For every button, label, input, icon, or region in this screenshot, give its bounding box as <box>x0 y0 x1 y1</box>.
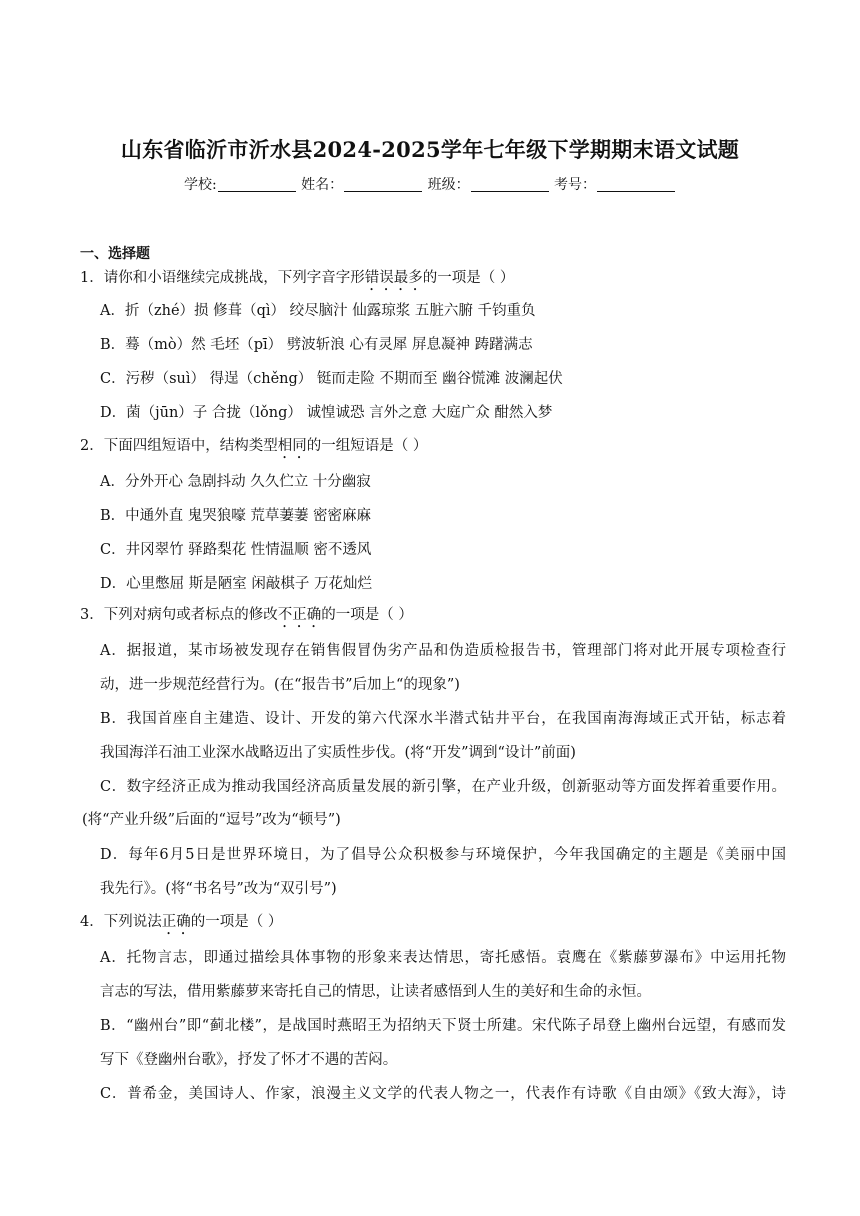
question-2-stem-end: 的一组短语是（ ） <box>306 438 428 454</box>
question-1-stem-end: 的一项是（ ） <box>422 270 515 286</box>
question-3-option-d-line-2[interactable]: 我先行》。(将“书名号”改为“双引号”) <box>100 881 337 897</box>
exam-number-blank[interactable] <box>597 177 675 192</box>
question-4-option-b-line-1[interactable]: B．“幽州台”即“蓟北楼”，是战国时燕昭王为招纳天下贤士所建。宋代陈子昂登上幽州台远望，有感而发 <box>100 1018 786 1034</box>
question-3-option-b-line-1[interactable]: B．我国首座自主建造、设计、开发的第六代深水半潜式钻井平台，在我国南海海域正式开钻，标志着 <box>100 711 786 727</box>
question-1-option-d[interactable]: D．菌（jūn）子 合拢（lǒng） 诚惶诚恐 言外之意 大庭广众 酣然入梦 <box>100 405 553 421</box>
question-2-option-c[interactable]: C．井冈翠竹 驿路梨花 性情温顺 密不透风 <box>100 542 372 558</box>
question-4-option-a-line-2[interactable]: 言志的写法，借用紫藤萝来寄托自己的情思，让读者感悟到人生的美好和生命的永恒。 <box>100 984 651 1000</box>
question-1-stem-text: 1．请你和小语继续完成挑战，下列字音字形 <box>80 270 365 286</box>
question-3-stem <box>80 605 413 631</box>
question-1-option-a[interactable]: A．折（zhé）损 修葺（qì） 绞尽脑汁 仙露琼浆 五脏六腑 千钧重负 <box>100 303 536 319</box>
question-2-option-a[interactable]: A．分外开心 急剧抖动 久久伫立 十分幽寂 <box>100 474 371 490</box>
class-blank[interactable] <box>471 177 549 192</box>
question-4-stem <box>80 912 282 938</box>
question-3-emphasis: 不正确 <box>277 607 322 623</box>
name-blank[interactable] <box>344 177 422 192</box>
question-1-option-c[interactable]: C．污秽（suì） 得逞（chěng） 铤而走险 不期而至 幽谷慌滩 波澜起伏 <box>100 371 563 387</box>
question-4-option-b-line-2[interactable]: 写下《登幽州台歌》，抒发了怀才不遇的苦闷。 <box>100 1052 398 1068</box>
question-3-option-d-line-1[interactable]: D．每年6月5日是世界环境日，为了倡导公众积极参与环境保护，今年我国确定的主题是《美丽中国 <box>100 847 786 863</box>
name-label: 姓名： <box>301 177 344 193</box>
question-3-stem-end: 的一项是（ ） <box>321 607 413 623</box>
question-4-emphasis: 正确 <box>161 914 191 930</box>
question-1-emphasis: 错误最多 <box>364 270 423 286</box>
question-4-option-a-line-1[interactable]: A．托物言志，即通过描绘具体事物的形象来表达情思，寄托感悟。袁鹰在《紫藤萝瀑布》中运用托物 <box>100 950 786 966</box>
question-3-stem-text: 3．下列对病句或者标点的修改 <box>80 607 278 623</box>
question-2-option-d[interactable]: D．心里憋屈 斯是陋室 闲敲棋子 万花灿烂 <box>100 576 372 592</box>
school-blank[interactable] <box>218 177 296 192</box>
question-3-option-c-line-1[interactable]: C．数字经济正成为推动我国经济高质量发展的新引擎，在产业升级，创新驱动等方面发挥着重要作用。 <box>100 779 786 795</box>
question-3-option-a-line-1[interactable]: A．据报道，某市场被发现存在销售假冒伪劣产品和伪造质检报告书，管理部门将对此开展专项检查行 <box>100 643 786 659</box>
exam-number-label: 考号： <box>554 177 597 193</box>
exam-title: 山东省临沂市沂水县2024-2025学年七年级下学期期末语文试题 <box>120 137 740 162</box>
school-label: 学校: <box>183 177 217 193</box>
question-2-stem-text: 2．下面四组短语中，结构类型 <box>80 438 278 454</box>
question-2-stem <box>80 436 427 462</box>
question-2-emphasis: 相同 <box>277 438 307 454</box>
question-1-option-b[interactable]: B．蓦（mò）然 毛坯（pī） 劈波斩浪 心有灵犀 屏息凝神 踌躇满志 <box>100 337 533 353</box>
question-1-stem <box>80 268 514 294</box>
question-3-option-c-line-2[interactable]: (将“产业升级”后面的“逗号”改为“顿号”) <box>82 812 341 828</box>
question-4-stem-text: 4．下列说法 <box>80 914 162 930</box>
section-heading: 一、选择题 <box>80 246 150 262</box>
question-3-option-b-line-2[interactable]: 我国海洋石油工业深水战略迈出了实质性步伐。(将“开发”调到“设计”前面) <box>100 745 576 761</box>
question-3-option-a-line-2[interactable]: 动，进一步规范经营行为。(在“报告书”后加上“的现象”) <box>100 677 460 693</box>
question-4-stem-end: 的一项是（ ） <box>190 914 283 930</box>
question-2-option-b[interactable]: B．中通外直 鬼哭狼嚎 荒草萋萋 密密麻麻 <box>100 508 371 524</box>
question-4-option-c-line-1[interactable]: C．普希金，美国诗人、作家，浪漫主义文学的代表人物之一，代表作有诗歌《自由颂》《致大海》，诗 <box>100 1086 786 1102</box>
student-info-line <box>0 174 860 194</box>
class-label: 班级： <box>427 177 470 193</box>
